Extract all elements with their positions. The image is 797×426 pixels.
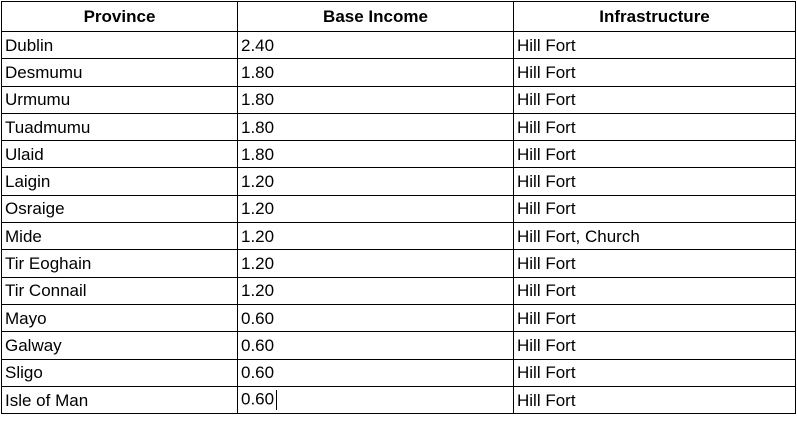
table-row (2, 168, 796, 195)
income-cell[interactable]: 1.20 (238, 195, 514, 222)
province-cell[interactable]: Mayo (2, 304, 238, 331)
income-cell[interactable]: 2.40 (238, 32, 514, 59)
income-cell[interactable]: 1.20 (238, 277, 514, 304)
infrastructure-cell[interactable]: Hill Fort (514, 141, 796, 168)
infrastructure-cell[interactable]: Hill Fort (514, 168, 796, 195)
income-cell[interactable]: 1.20 (238, 168, 514, 195)
table-row (2, 32, 796, 59)
table-row (2, 386, 796, 413)
province-cell[interactable]: Laigin (2, 168, 238, 195)
infrastructure-cell[interactable]: Hill Fort (514, 113, 796, 140)
province-cell[interactable]: Isle of Man (2, 386, 238, 413)
table-row (2, 113, 796, 140)
province-cell[interactable]: Mide (2, 223, 238, 250)
province-cell[interactable]: Dublin (2, 32, 238, 59)
infrastructure-cell[interactable]: Hill Fort (514, 86, 796, 113)
text-cursor (276, 390, 277, 410)
table-row (2, 223, 796, 250)
infrastructure-cell[interactable]: Hill Fort, Church (514, 223, 796, 250)
table-row (2, 59, 796, 86)
province-cell[interactable]: Tir Connail (2, 277, 238, 304)
income-cell-editing[interactable] (238, 386, 514, 413)
province-cell[interactable]: Tir Eoghain (2, 250, 238, 277)
province-cell[interactable]: Urmumu (2, 86, 238, 113)
infrastructure-cell[interactable]: Hill Fort (514, 386, 796, 413)
income-cell[interactable]: 0.60 (238, 359, 514, 386)
infrastructure-cell[interactable]: Hill Fort (514, 277, 796, 304)
province-cell[interactable]: Desmumu (2, 59, 238, 86)
province-cell[interactable]: Ulaid (2, 141, 238, 168)
header-base-income[interactable]: Base Income (238, 2, 514, 32)
table-row (2, 86, 796, 113)
infrastructure-cell[interactable]: Hill Fort (514, 304, 796, 331)
province-cell[interactable]: Sligo (2, 359, 238, 386)
table-row (2, 195, 796, 222)
province-cell[interactable]: Galway (2, 332, 238, 359)
income-cell[interactable]: 0.60 (238, 332, 514, 359)
header-row (2, 2, 796, 32)
header-infrastructure[interactable]: Infrastructure (514, 2, 796, 32)
income-cell[interactable]: 1.20 (238, 250, 514, 277)
income-cell-value: 0.60 (241, 389, 275, 409)
infrastructure-cell[interactable]: Hill Fort (514, 195, 796, 222)
header-province[interactable]: Province (2, 2, 238, 32)
table-row (2, 141, 796, 168)
table-row (2, 359, 796, 386)
income-cell[interactable]: 0.60 (238, 304, 514, 331)
income-cell[interactable]: 1.80 (238, 141, 514, 168)
income-cell[interactable]: 1.80 (238, 86, 514, 113)
province-table (1, 1, 796, 414)
table-row (2, 277, 796, 304)
income-cell[interactable]: 1.80 (238, 113, 514, 140)
infrastructure-cell[interactable]: Hill Fort (514, 59, 796, 86)
table-row (2, 250, 796, 277)
income-cell[interactable]: 1.20 (238, 223, 514, 250)
province-cell[interactable]: Tuadmumu (2, 113, 238, 140)
province-cell[interactable]: Osraige (2, 195, 238, 222)
income-cell[interactable]: 1.80 (238, 59, 514, 86)
table-row (2, 304, 796, 331)
infrastructure-cell[interactable]: Hill Fort (514, 332, 796, 359)
table-row (2, 332, 796, 359)
infrastructure-cell[interactable]: Hill Fort (514, 250, 796, 277)
infrastructure-cell[interactable]: Hill Fort (514, 32, 796, 59)
infrastructure-cell[interactable]: Hill Fort (514, 359, 796, 386)
